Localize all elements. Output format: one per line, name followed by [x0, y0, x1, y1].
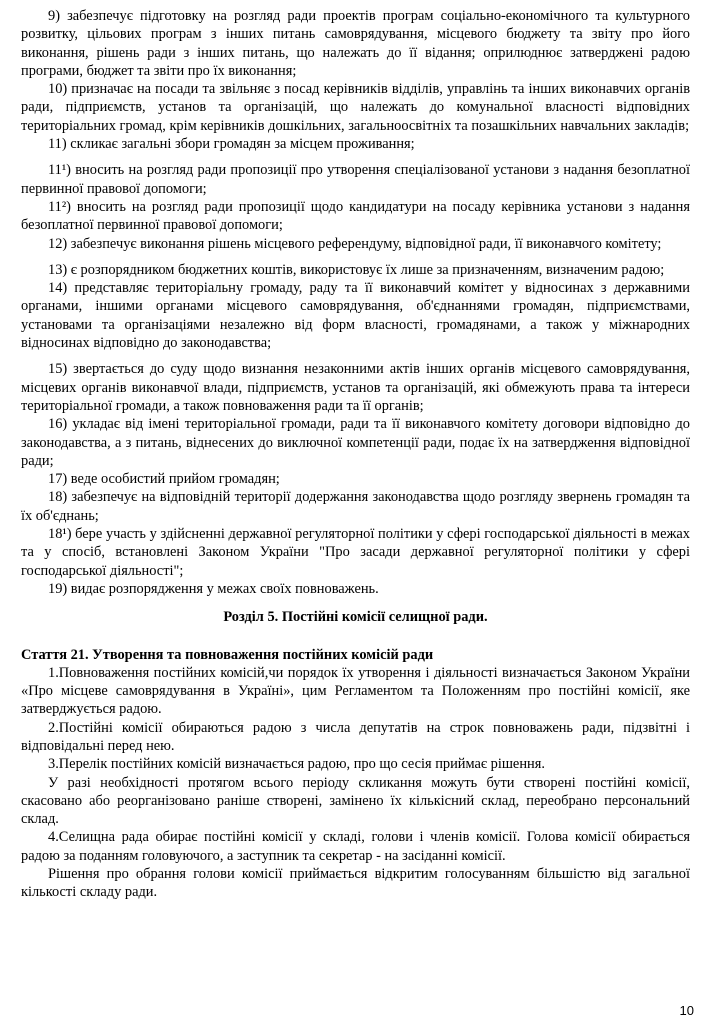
list-item-11-1: 11¹) вносить на розгляд ради пропозиції про утворення спеціалізованої установи з надання безоплатної первинної правової допомоги;: [21, 162, 690, 197]
list-item-11-2: 11²) вносить на розгляд ради пропозиції щодо кандидатури на посаду керівника установи з надання безоплатної первинної правової допомоги;: [21, 198, 690, 234]
list-item-10: 10) призначає на посади та звільняє з посад керівників відділів, управлінь та інших виконавчих органів ради, підприємств, установ та організацій, що належать до комунальної власності відповідних територіальних громад, крім керівників дошкільних, загальноосвітніх та позашкільних навчальних закладів;: [21, 81, 690, 134]
article-paragraph-1: 1.Повноваження постійних комісій,чи порядок їх утворення і діяльності визначається Законом України «Про місцеве самоврядування в Україні», цим Регламентом та Положенням про постійні комісії, яке затверджується радою.: [21, 664, 690, 718]
list-item-11: 11) скликає загальні збори громадян за місцем проживання;: [48, 136, 415, 153]
article-paragraph-6: Рішення про обрання голови комісії приймається відкритим голосуванням більшістю від загальної кількості складу ради.: [21, 866, 690, 901]
list-item-18: 18) забезпечує на відповідній території додержання законодавства щодо розгляду звернень громадян та їх об'єднань;: [21, 489, 690, 524]
list-item-17: 17) веде особистий прийом громадян;: [48, 471, 280, 488]
section-heading: Розділ 5. Постійні комісії селищної ради.: [223, 609, 488, 626]
article-paragraph-3: 3.Перелік постійних комісій визначається радою, про що сесія приймає рішення.: [48, 756, 545, 773]
list-item-13: 13) є розпорядником бюджетних коштів, використовує їх лише за призначенням, визначеним радою;: [48, 261, 665, 278]
list-item-19: 19) видає розпорядження у межах своїх повноважень.: [48, 580, 379, 597]
page-number: 10: [679, 1003, 694, 1018]
list-item-12: 12) забезпечує виконання рішень місцевого референдуму, відповідної ради, її виконавчого комітету;: [48, 235, 662, 252]
article-paragraph-4: У разі необхідності протягом всього періоду скликання можуть бути створені постійні комісії, скасовано або реорганізовано раніше створені, замінено їх кількісний склад, переобрано персональний склад.: [21, 774, 690, 828]
list-item-9: 9) забезпечує підготовку на розгляд ради проектів програм соціально-економічного та культурного розвитку, цільових програм з інших питань самоврядування, місцевого бюджету та звіту про його виконання, рішень ради з інших питань, що належать до її відання; оприлюднює затверджені радою програми, бюджет та звіти про їх виконання;: [21, 8, 690, 79]
article-paragraph-5: 4.Селищна рада обирає постійні комісії у складі, голови і членів комісії. Голова комісії обирається радою за поданням головуючого, а заступник та секретар - на засіданні комісії.: [21, 829, 690, 864]
list-item-15: 15) звертається до суду щодо визнання незаконними актів інших органів місцевого самоврядування, місцевих органів виконавчої влади, підприємств, установ та організацій, які обмежують права та інтереси територіальної громади, а також повноваження ради та її органів;: [21, 361, 690, 414]
article-title: Стаття 21. Утворення та повноваження постійних комісій ради: [21, 646, 434, 663]
list-item-14: 14) представляє територіальну громаду, раду та її виконавчий комітет у відносинах з державними органами, іншими органами місцевого самоврядування, об'єднаннями громадян, підприємствами, установами та організаціями незалежно від форм власності, громадянами, а також у міжнародних відносинах відповідно до законодавства;: [21, 280, 690, 352]
list-item-16: 16) укладає від імені територіальної громади, ради та її виконавчого комітету договори відповідно до законодавства, а з питань, віднесених до виключної компетенції ради, подає їх на затвердження відповідної ради;: [21, 416, 690, 469]
list-item-18-1: 18¹) бере участь у здійсненні державної регуляторної політики у сфері господарської діяльності в межах та у спосіб, встановлені Законом України "Про засади державної регуляторної політики у сфері господарської діяльності";: [21, 526, 690, 579]
document-body: [21, 7, 690, 902]
article-paragraph-2: 2.Постійні комісії обираються радою з числа депутатів на строк повноважень ради, підзвітні і відповідальні перед нею.: [21, 719, 690, 754]
